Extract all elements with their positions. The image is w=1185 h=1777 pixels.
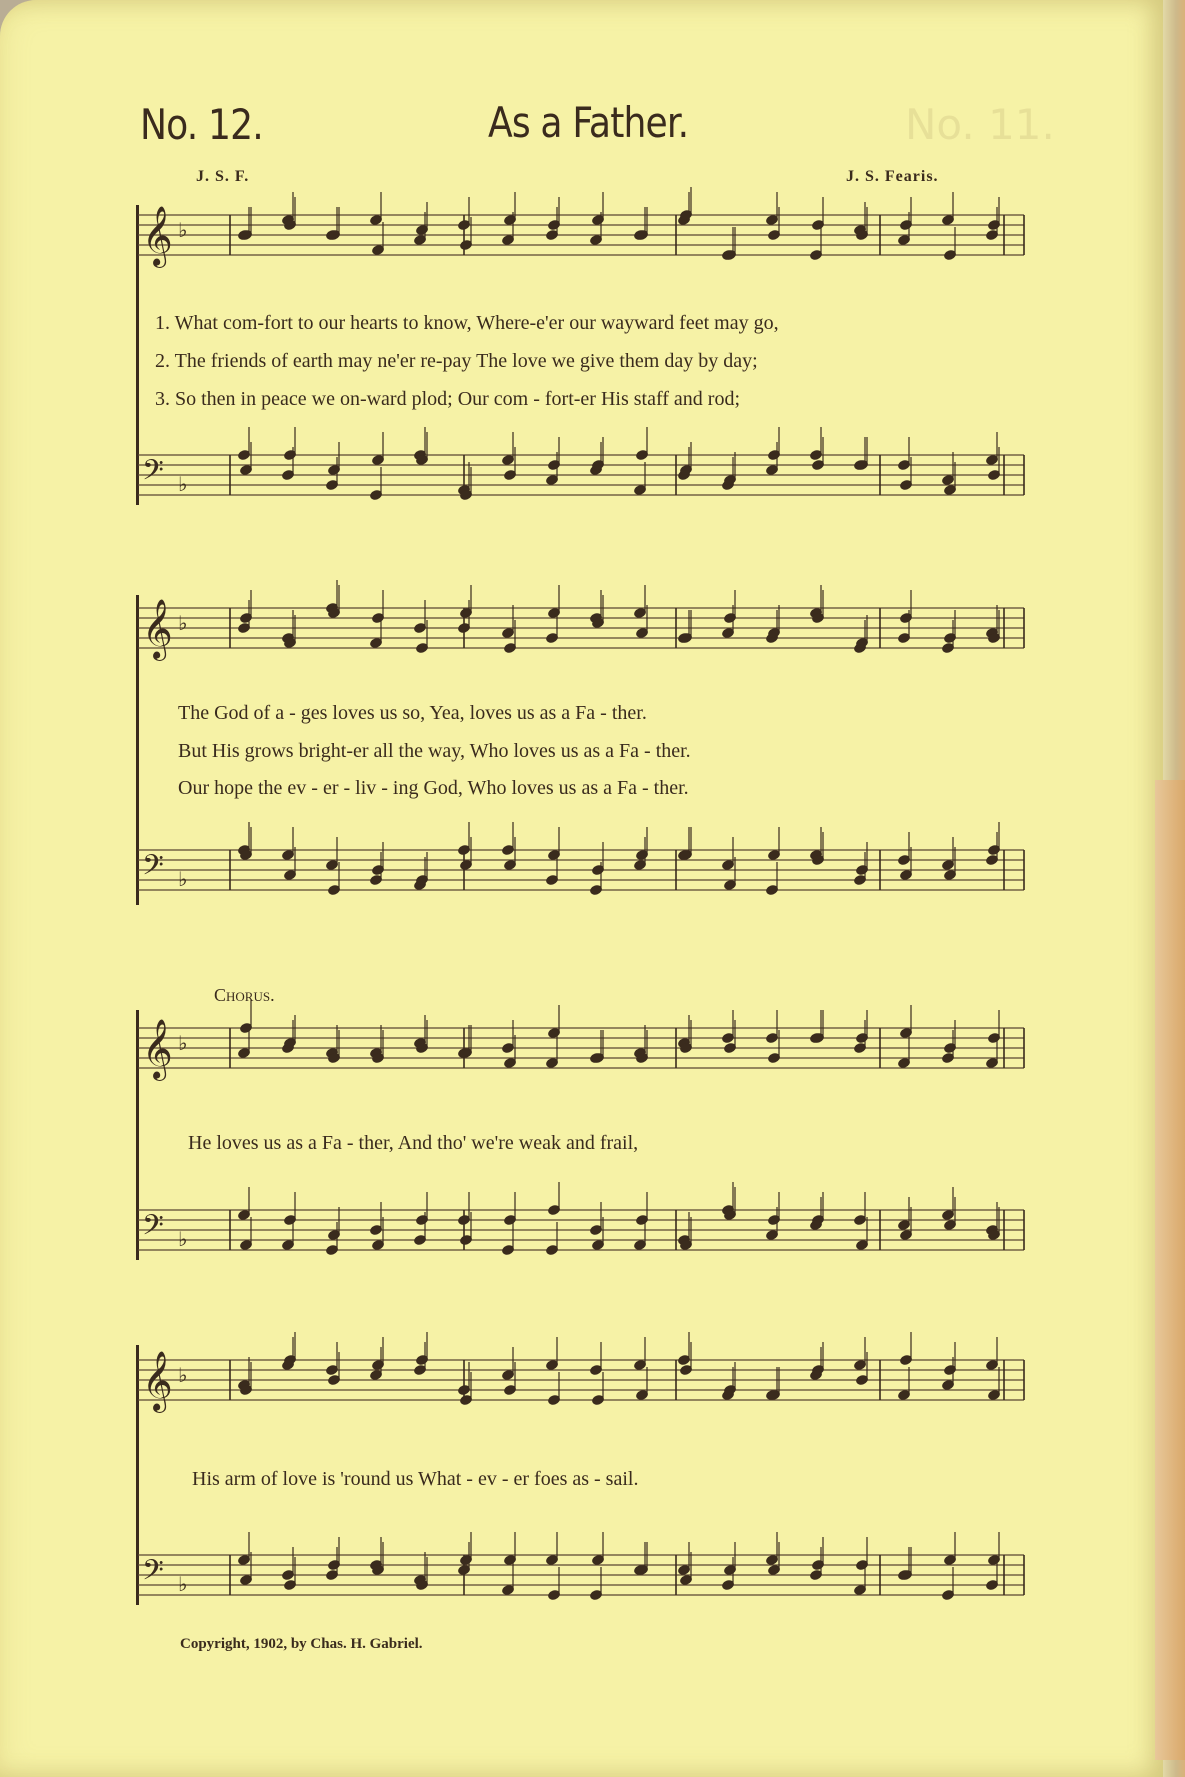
system-2-bass (134, 840, 1030, 900)
verse-1-line: 1. What com-fort to our hearts to know, Where-e'er our wayward feet may go, (155, 312, 779, 334)
hymn-number: No. 12. (140, 100, 263, 149)
treble-staff (134, 598, 1030, 658)
key-flat-icon: ♭ (178, 218, 188, 242)
system-4 (134, 1350, 1030, 1410)
treble-staff (134, 1018, 1030, 1078)
verse-1-line: The God of a - ges loves us so, Yea, loves us as a Fa - ther. (178, 702, 647, 724)
chorus-line-1: He loves us as a Fa - ther, And tho' we're weak and frail, (188, 1132, 639, 1154)
treble-clef-icon: 𝄞 (142, 1351, 173, 1411)
staff-lines (134, 1350, 1030, 1410)
system-3 (134, 1018, 1030, 1078)
key-flat-icon: ♭ (178, 472, 188, 496)
key-flat-icon: ♭ (178, 867, 188, 891)
system-2 (134, 598, 1030, 658)
treble-clef-icon: 𝄞 (142, 599, 173, 659)
verse-3-line: 3. So then in peace we on-ward plod; Our com - fort-er His staff and rod; (155, 388, 741, 410)
staff-lines (134, 840, 1030, 900)
bass-clef-icon: 𝄢 (142, 1209, 164, 1249)
system-1 (134, 205, 1030, 265)
bleed-through-mark: No. 11. (905, 100, 1055, 149)
verse-2-line: But His grows bright-er all the way, Who loves us as a Fa - ther. (178, 740, 691, 762)
bass-staff (134, 1545, 1030, 1605)
chorus-label: Chorus. (214, 985, 275, 1005)
chorus-line-2: His arm of love is 'round us What - ev - er foes as - sail. (192, 1468, 639, 1490)
music-credit: J. S. Fearis. (846, 168, 939, 185)
key-flat-icon: ♭ (178, 1572, 188, 1596)
staff-lines (134, 1200, 1030, 1260)
key-flat-icon: ♭ (178, 1227, 188, 1251)
copyright-notice: Copyright, 1902, by Chas. H. Gabriel. (180, 1636, 423, 1652)
staff-lines (134, 1018, 1030, 1078)
key-flat-icon: ♭ (178, 611, 188, 635)
verse-2-line: 2. The friends of earth may ne'er re-pay The love we give them day by day; (155, 350, 758, 372)
system-1-bass (134, 445, 1030, 505)
hymn-title: As a Father. (488, 98, 689, 147)
staff-lines (134, 205, 1030, 265)
bass-clef-icon: 𝄢 (142, 849, 164, 889)
verse-3-line: Our hope the ev - er - liv - ing God, Who loves us as a Fa - ther. (178, 777, 689, 799)
treble-clef-icon: 𝄞 (142, 206, 173, 266)
staff-lines (134, 598, 1030, 658)
words-credit: J. S. F. (196, 168, 250, 185)
key-flat-icon: ♭ (178, 1363, 188, 1387)
treble-staff (134, 205, 1030, 265)
treble-clef-icon: 𝄞 (142, 1019, 173, 1079)
staff-lines (134, 1545, 1030, 1605)
staff-lines (134, 445, 1030, 505)
bass-clef-icon: 𝄢 (142, 1554, 164, 1594)
book-edge (1155, 780, 1185, 1760)
bass-staff (134, 445, 1030, 505)
bass-clef-icon: 𝄢 (142, 454, 164, 494)
key-flat-icon: ♭ (178, 1031, 188, 1055)
treble-staff (134, 1350, 1030, 1410)
system-3-bass (134, 1200, 1030, 1260)
bass-staff (134, 840, 1030, 900)
system-4-bass (134, 1545, 1030, 1605)
bass-staff (134, 1200, 1030, 1260)
